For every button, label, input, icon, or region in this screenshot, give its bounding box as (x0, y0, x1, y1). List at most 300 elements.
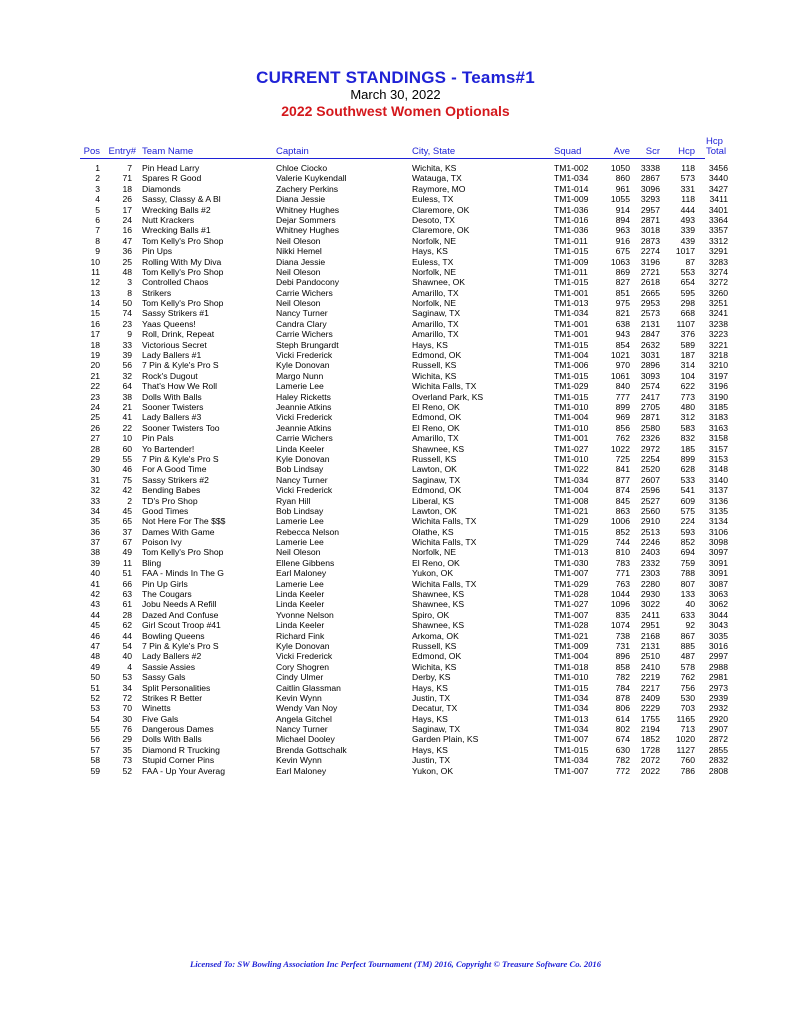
cell-total: 2997 (708, 651, 728, 662)
cell-entry: 39 (122, 350, 132, 361)
cell-team: Lady Ballers #3 (142, 412, 202, 423)
cell-hcp: 628 (680, 464, 695, 475)
cell-captain: Lamerie Lee (276, 537, 324, 548)
cell-city: Lawton, OK (412, 505, 457, 516)
table-row (0, 714, 791, 724)
cell-captain: Neil Oleson (276, 298, 321, 309)
cell-entry: 30 (122, 713, 132, 724)
cell-hcp: 788 (680, 568, 695, 579)
cell-total: 3411 (709, 194, 728, 205)
cell-squad: TM1-007 (554, 734, 589, 745)
cell-team: Sassy, Classy & A Bl (142, 194, 221, 205)
cell-total: 3153 (708, 453, 728, 464)
cell-city: Watauga, TX (412, 173, 462, 184)
cell-team: Jobu Needs A Refill (142, 599, 217, 610)
cell-hcp: 885 (680, 640, 695, 651)
cell-captain: Nancy Turner (276, 474, 328, 485)
cell-city: Saginaw, TX (412, 308, 461, 319)
cell-ave: 874 (615, 485, 630, 496)
cell-total: 3260 (708, 287, 728, 298)
cell-total: 3098 (708, 537, 728, 548)
cell-hcp: 583 (680, 422, 695, 433)
table-row (0, 734, 791, 744)
cell-entry: 46 (122, 464, 132, 475)
cell-ave: 854 (615, 339, 630, 350)
cell-squad: TM1-029 (554, 537, 589, 548)
cell-captain: Neil Oleson (276, 547, 321, 558)
cell-hcp: 713 (680, 724, 695, 735)
cell-entry: 26 (122, 194, 132, 205)
cell-pos: 26 (90, 422, 100, 433)
cell-city: Decatur, TX (412, 703, 458, 714)
cell-total: 3440 (708, 173, 728, 184)
cell-total: 3087 (708, 578, 728, 589)
cell-pos: 51 (90, 682, 100, 693)
cell-team: Pin Pals (142, 433, 174, 444)
cell-squad: TM1-004 (554, 485, 589, 496)
cell-captain: Linda Keeler (276, 620, 325, 631)
cell-pos: 31 (90, 474, 100, 485)
cell-scr: 1728 (640, 744, 660, 755)
cell-pos: 16 (90, 318, 100, 329)
cell-squad: TM1-015 (554, 370, 589, 381)
cell-pos: 40 (90, 568, 100, 579)
cell-captain: Richard Fink (276, 630, 325, 641)
cell-squad: TM1-027 (554, 443, 589, 454)
cell-ave: 821 (615, 308, 630, 319)
cell-pos: 47 (90, 640, 100, 651)
cell-scr: 2867 (640, 173, 660, 184)
cell-ave: 894 (615, 214, 630, 225)
cell-entry: 37 (122, 526, 132, 537)
cell-scr: 2131 (640, 318, 660, 329)
cell-hcp: 541 (680, 485, 695, 496)
cell-entry: 16 (122, 225, 132, 236)
table-row (0, 475, 791, 485)
cell-team: Tom Kelly's Pro Shop (142, 266, 224, 277)
cell-captain: Diana Jessie (276, 194, 326, 205)
cell-scr: 2194 (640, 724, 660, 735)
cell-city: Saginaw, TX (412, 474, 461, 485)
cell-total: 3364 (708, 214, 728, 225)
cell-ave: 614 (615, 713, 630, 724)
cell-pos: 13 (90, 287, 100, 298)
cell-city: Shawnee, KS (412, 599, 465, 610)
cell-squad: TM1-007 (554, 765, 589, 776)
cell-ave: 914 (615, 204, 630, 215)
cell-scr: 2930 (640, 589, 660, 600)
cell-scr: 3031 (640, 350, 660, 361)
cell-scr: 2632 (640, 339, 660, 350)
cell-captain: Steph Brungardt (276, 339, 339, 350)
table-row (0, 205, 791, 215)
cell-team: Five Gals (142, 713, 179, 724)
cell-scr: 2896 (640, 360, 660, 371)
table-row (0, 308, 791, 318)
cell-captain: Wendy Van Noy (276, 703, 338, 714)
cell-city: Derby, KS (412, 672, 451, 683)
cell-total: 3183 (708, 412, 728, 423)
cell-team: Lady Ballers #1 (142, 350, 202, 361)
cell-scr: 2280 (640, 578, 660, 589)
cell-team: The Cougars (142, 589, 192, 600)
cell-city: Norfolk, NE (412, 547, 456, 558)
cell-hcp: 87 (685, 256, 695, 267)
table-row (0, 766, 791, 776)
cell-scr: 2246 (640, 537, 660, 548)
cell-team: Not Here For The $$$ (142, 516, 226, 527)
cell-hcp: 480 (680, 401, 695, 412)
cell-entry: 63 (122, 589, 132, 600)
cell-scr: 2665 (640, 287, 660, 298)
cell-squad: TM1-034 (554, 474, 589, 485)
cell-ave: 975 (615, 298, 630, 309)
cell-hcp: 553 (680, 266, 695, 277)
cell-team: Victorious Secret (142, 339, 207, 350)
cell-total: 3185 (708, 401, 728, 412)
cell-hcp: 867 (680, 630, 695, 641)
cell-total: 3272 (708, 277, 728, 288)
cell-captain: Lamerie Lee (276, 578, 324, 589)
cell-squad: TM1-011 (554, 235, 588, 246)
cell-scr: 2520 (640, 464, 660, 475)
cell-pos: 19 (90, 350, 100, 361)
cell-pos: 34 (90, 505, 100, 516)
cell-ave: 744 (615, 537, 630, 548)
cell-captain: Diana Jessie (276, 256, 326, 267)
cell-total: 3197 (708, 370, 728, 381)
cell-city: Wichita Falls, TX (412, 516, 477, 527)
cell-total: 3063 (708, 589, 728, 600)
cell-total: 3218 (708, 350, 728, 361)
cell-squad: TM1-013 (554, 547, 589, 558)
cell-ave: 1074 (610, 620, 630, 631)
cell-squad: TM1-015 (554, 391, 589, 402)
cell-city: Shawnee, KS (412, 589, 465, 600)
table-row (0, 267, 791, 277)
cell-scr: 2513 (640, 526, 660, 537)
cell-squad: TM1-034 (554, 724, 589, 735)
cell-squad: TM1-022 (554, 464, 589, 475)
cell-team: Sassy Strikers #2 (142, 474, 209, 485)
cell-total: 3035 (708, 630, 728, 641)
cell-scr: 2072 (640, 755, 660, 766)
cell-ave: 771 (615, 568, 630, 579)
cell-scr: 3293 (640, 194, 660, 205)
cell-scr: 2721 (640, 266, 660, 277)
cell-scr: 2274 (640, 246, 660, 257)
cell-entry: 38 (122, 391, 132, 402)
cell-squad: TM1-007 (554, 609, 589, 620)
cell-team: 7 Pin & Kyle's Pro S (142, 640, 219, 651)
cell-entry: 18 (122, 183, 132, 194)
cell-hcp: 575 (680, 505, 695, 516)
table-row (0, 173, 791, 183)
cell-team: Strikers (142, 287, 172, 298)
cell-scr: 2131 (640, 640, 660, 651)
cell-city: Yukon, OK (412, 765, 454, 776)
cell-ave: 772 (615, 765, 630, 776)
cell-scr: 2510 (640, 651, 660, 662)
cell-team: Sooner Twisters Too (142, 422, 220, 433)
cell-captain: Caitlin Glassman (276, 682, 341, 693)
cell-captain: Neil Oleson (276, 235, 321, 246)
cell-captain: Ryan Hill (276, 495, 311, 506)
cell-ave: 869 (615, 266, 630, 277)
cell-squad: TM1-028 (554, 620, 589, 631)
cell-squad: TM1-034 (554, 755, 589, 766)
cell-city: Edmond, OK (412, 350, 462, 361)
cell-ave: 1055 (610, 194, 630, 205)
cell-team: Sooner Twisters (142, 401, 204, 412)
cell-captain: Zachery Perkins (276, 183, 339, 194)
cell-entry: 36 (122, 246, 132, 257)
cell-city: Shawnee, OK (412, 277, 466, 288)
cell-ave: 638 (615, 318, 630, 329)
cell-pos: 21 (90, 370, 100, 381)
cell-pos: 27 (90, 433, 100, 444)
cell-total: 2988 (708, 661, 728, 672)
cell-team: Pin Ups (142, 246, 173, 257)
cell-hcp: 899 (680, 453, 695, 464)
cell-hcp: 493 (680, 214, 695, 225)
cell-pos: 23 (90, 391, 100, 402)
cell-entry: 49 (122, 547, 132, 558)
cell-team: Rolling With My Diva (142, 256, 222, 267)
cell-pos: 24 (90, 401, 100, 412)
cell-squad: TM1-015 (554, 246, 589, 257)
cell-scr: 2168 (640, 630, 660, 641)
cell-captain: Linda Keeler (276, 589, 325, 600)
cell-squad: TM1-001 (554, 433, 589, 444)
cell-entry: 70 (122, 703, 132, 714)
cell-total: 3091 (708, 557, 728, 568)
cell-hcp: 118 (681, 163, 695, 173)
table-row (0, 277, 791, 287)
cell-ave: 674 (615, 734, 630, 745)
cell-scr: 2871 (640, 214, 660, 225)
cell-ave: 1063 (610, 256, 630, 267)
cell-team: Rock's Dugout (142, 370, 198, 381)
cell-total: 3134 (708, 516, 728, 527)
table-row (0, 371, 791, 381)
cell-city: Hays, KS (412, 682, 448, 693)
cell-pos: 54 (90, 713, 100, 724)
cell-ave: 763 (615, 578, 630, 589)
cell-scr: 2411 (641, 609, 660, 620)
cell-entry: 47 (122, 235, 132, 246)
cell-hcp: 762 (680, 672, 695, 683)
table-row (0, 433, 791, 443)
cell-hcp: 1127 (676, 744, 695, 755)
cell-city: Hays, KS (412, 339, 448, 350)
cell-city: Edmond, OK (412, 485, 462, 496)
cell-total: 3427 (708, 183, 728, 194)
cell-hcp: 1020 (675, 734, 695, 745)
cell-total: 3357 (708, 225, 728, 236)
cell-city: Norfolk, NE (412, 266, 456, 277)
cell-entry: 76 (122, 724, 132, 735)
cell-captain: Bob Lindsay (276, 505, 324, 516)
cell-ave: 1006 (610, 516, 630, 527)
cell-entry: 34 (122, 682, 132, 693)
cell-ave: 1061 (610, 370, 630, 381)
cell-city: Overland Park, KS (412, 391, 484, 402)
cell-captain: Kevin Wynn (276, 692, 322, 703)
table-row (0, 683, 791, 693)
cell-entry: 74 (122, 308, 132, 319)
col-header-hcp: Hcp (678, 146, 695, 157)
cell-squad: TM1-036 (554, 225, 589, 236)
cell-ave: 1022 (610, 443, 630, 454)
cell-squad: TM1-006 (554, 360, 589, 371)
cell-team: Pin Head Larry (142, 163, 200, 173)
cell-scr: 2022 (640, 765, 660, 776)
cell-entry: 66 (122, 578, 132, 589)
cell-city: Claremore, OK (412, 204, 470, 215)
cell-team: Dolls With Balls (142, 391, 202, 402)
cell-hcp: 104 (680, 370, 695, 381)
cell-entry: 44 (122, 630, 132, 641)
cell-scr: 2596 (640, 485, 660, 496)
cell-pos: 39 (90, 557, 100, 568)
cell-scr: 2873 (640, 235, 660, 246)
cell-pos: 57 (90, 744, 100, 755)
table-row (0, 662, 791, 672)
cell-hcp: 622 (680, 381, 695, 392)
cell-pos: 45 (90, 620, 100, 631)
table-row (0, 506, 791, 516)
cell-entry: 35 (122, 744, 132, 755)
cell-squad: TM1-028 (554, 589, 589, 600)
cell-scr: 3338 (640, 163, 660, 173)
cell-scr: 2957 (640, 204, 660, 215)
cell-entry: 33 (122, 339, 132, 350)
cell-hcp: 487 (680, 651, 695, 662)
col-header-entry: Entry# (108, 146, 136, 157)
cell-team: FAA - Minds In The G (142, 568, 224, 579)
standings-table (0, 163, 791, 776)
cell-total: 2981 (708, 672, 728, 683)
cell-captain: Earl Maloney (276, 765, 327, 776)
cell-ave: 802 (615, 724, 630, 735)
table-row (0, 620, 791, 630)
cell-city: Liberal, KS (412, 495, 455, 506)
cell-city: Wichita, KS (412, 370, 457, 381)
cell-squad: TM1-001 (554, 318, 589, 329)
cell-city: Edmond, OK (412, 651, 462, 662)
cell-captain: Margo Nunn (276, 370, 324, 381)
cell-total: 3140 (708, 474, 728, 485)
cell-hcp: 224 (680, 516, 695, 527)
cell-total: 2855 (708, 744, 728, 755)
cell-pos: 7 (95, 225, 100, 236)
cell-scr: 2951 (640, 620, 660, 631)
cell-entry: 23 (122, 318, 132, 329)
cell-pos: 29 (90, 453, 100, 464)
cell-captain: Carrie Wichers (276, 287, 333, 298)
cell-squad: TM1-029 (554, 578, 589, 589)
cell-ave: 916 (615, 235, 630, 246)
cell-total: 2872 (708, 734, 728, 745)
cell-hcp: 703 (680, 703, 695, 714)
cell-hcp: 633 (680, 609, 695, 620)
cell-squad: TM1-015 (554, 339, 589, 350)
cell-city: Euless, TX (412, 194, 454, 205)
cell-captain: Valerie Kuykendall (276, 173, 347, 184)
cell-scr: 2303 (640, 568, 660, 579)
cell-captain: Earl Maloney (276, 568, 327, 579)
cell-squad: TM1-011 (554, 266, 588, 277)
cell-ave: 783 (615, 557, 630, 568)
cell-captain: Lamerie Lee (276, 516, 324, 527)
cell-squad: TM1-010 (554, 453, 589, 464)
table-row (0, 163, 791, 173)
cell-team: For A Good Time (142, 464, 207, 475)
cell-team: Yo Bartender! (142, 443, 195, 454)
cell-city: Amarillo, TX (412, 433, 459, 444)
cell-hcp: 589 (680, 339, 695, 350)
cell-entry: 60 (122, 443, 132, 454)
cell-entry: 7 (127, 163, 132, 173)
cell-scr: 1755 (640, 713, 660, 724)
cell-scr: 2409 (640, 692, 660, 703)
cell-scr: 3022 (640, 599, 660, 610)
cell-squad: TM1-001 (554, 329, 589, 340)
cell-city: El Reno, OK (412, 557, 460, 568)
cell-team: Tom Kelly's Pro Shop (142, 235, 224, 246)
tournament-name: 2022 Southwest Women Optionals (281, 103, 510, 119)
cell-pos: 22 (90, 381, 100, 392)
table-row (0, 392, 791, 402)
cell-entry: 71 (122, 173, 132, 184)
cell-scr: 2972 (640, 443, 660, 454)
table-row (0, 236, 791, 246)
cell-squad: TM1-014 (554, 183, 589, 194)
cell-captain: Linda Keeler (276, 599, 325, 610)
cell-hcp: 595 (680, 287, 695, 298)
cell-ave: 784 (615, 682, 630, 693)
cell-entry: 52 (122, 765, 132, 776)
cell-hcp: 654 (680, 277, 695, 288)
cell-ave: 777 (615, 391, 630, 402)
cell-city: Russell, KS (412, 453, 457, 464)
cell-captain: Nancy Turner (276, 724, 328, 735)
table-row (0, 423, 791, 433)
cell-city: Justin, TX (412, 692, 451, 703)
cell-total: 3044 (708, 609, 728, 620)
table-row (0, 319, 791, 329)
cell-total: 3223 (708, 329, 728, 340)
col-header-total-top: Hcp (706, 136, 723, 147)
cell-captain: Linda Keeler (276, 443, 325, 454)
cell-scr: 2217 (640, 682, 660, 693)
cell-pos: 1 (95, 163, 100, 173)
table-row (0, 194, 791, 204)
cell-squad: TM1-013 (554, 713, 589, 724)
cell-ave: 840 (615, 381, 630, 392)
cell-scr: 2607 (640, 474, 660, 485)
cell-ave: 896 (615, 651, 630, 662)
cell-hcp: 832 (680, 433, 695, 444)
cell-hcp: 439 (680, 235, 695, 246)
cell-ave: 841 (615, 464, 630, 475)
cell-squad: TM1-015 (554, 744, 589, 755)
cell-entry: 56 (122, 360, 132, 371)
cell-team: Bowling Queens (142, 630, 205, 641)
cell-team: Stupid Corner Pins (142, 755, 215, 766)
cell-hcp: 1107 (676, 318, 695, 329)
